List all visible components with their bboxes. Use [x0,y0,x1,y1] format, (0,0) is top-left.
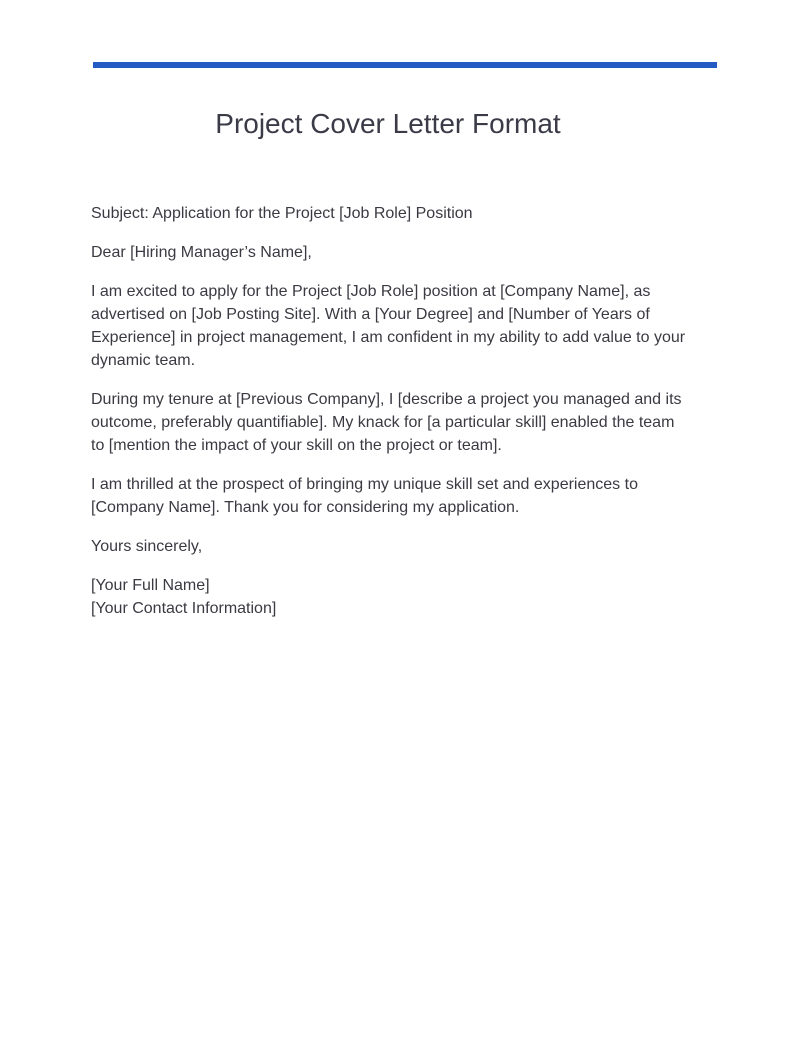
signature-block [91,574,691,620]
subject-line: Subject: Application for the Project [Job Role] Position [91,205,473,222]
signature-name: [Your Full Name] [91,577,210,594]
body-paragraph-intro: I am excited to apply for the Project [Job Role] position at [Company Name], as advertised on [Job Posting Site]. With a [Your Degree] and [Number of Years of Experience] in project management, I am confident in my ability to add value to your dynamic team. [91,283,686,369]
body-paragraph-closing: I am thrilled at the prospect of bringing my unique skill set and experiences to [Company Name]. Thank you for considering my application. [91,476,638,516]
page-title: Project Cover Letter Format [215,108,561,139]
header-accent-bar [93,62,717,68]
signature-contact: [Your Contact Information] [91,600,277,617]
letter-body [91,202,691,636]
closing-line: Yours sincerely, [91,538,203,555]
body-paragraph-experience: During my tenure at [Previous Company], I [describe a project you managed and its outcome, preferably quantifiable]. My knack for [a particular skill] enabled the team to [mention the impact of your skill on the project or team]. [91,391,682,454]
salutation: Dear [Hiring Manager’s Name], [91,244,312,261]
